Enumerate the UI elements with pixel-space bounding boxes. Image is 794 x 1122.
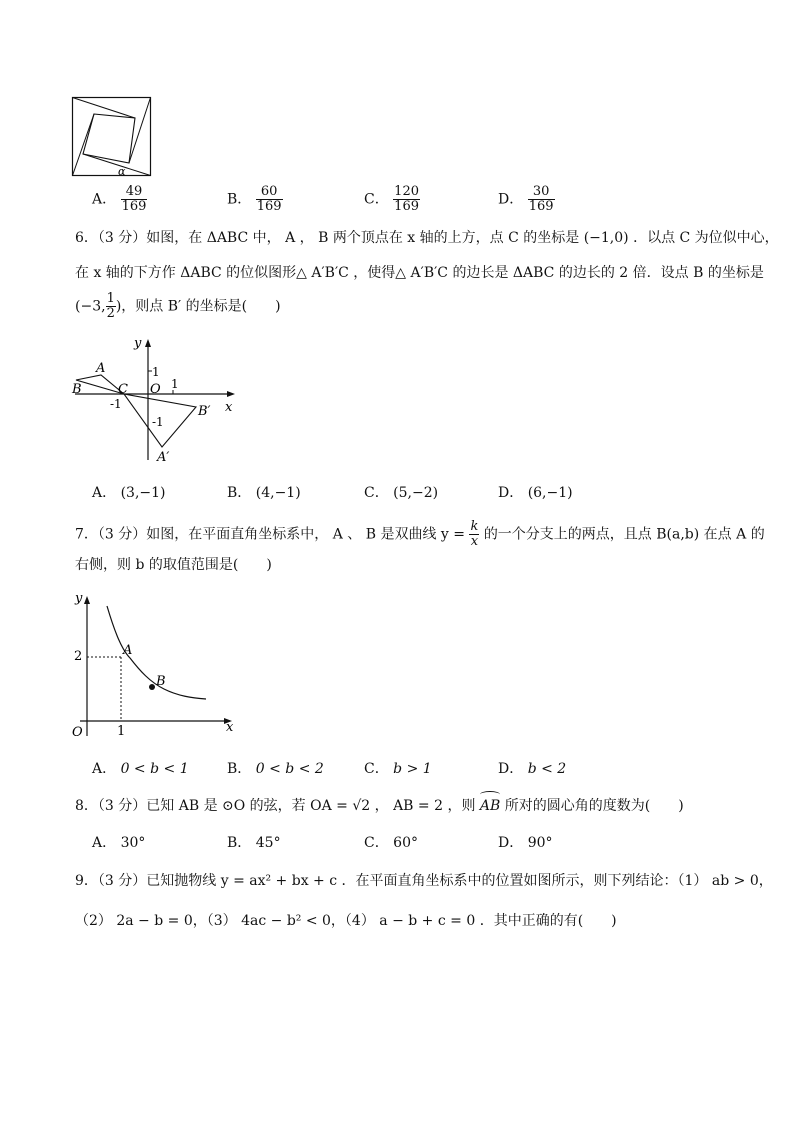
q6-line-2: 在 x 轴的下方作 ΔABC 的位似图形△ A′B′C ，使得△ A′B′C 的边长是 ΔABC 的边长的 2 倍．设点 B 的坐标是 bbox=[75, 265, 764, 281]
q8-option-a[interactable]: A． 30° bbox=[92, 835, 146, 851]
q7-label-two: 2 bbox=[74, 649, 83, 664]
q9-line-1: 9．（3 分）已知抛物线 y = ax² + bx + c ．在平面直角坐标系中的位置如图所示，则下列结论：（1） ab > 0， bbox=[75, 873, 773, 889]
q6-figure bbox=[70, 335, 245, 465]
q6-label-b: B bbox=[72, 382, 82, 397]
q5-outer-square bbox=[73, 98, 151, 176]
q6-label-o: O bbox=[150, 382, 161, 397]
q5-line bbox=[73, 114, 95, 176]
q6-label-x: x bbox=[225, 400, 233, 415]
q5-figure bbox=[72, 97, 152, 177]
q6-label-aprime: A′ bbox=[157, 450, 170, 465]
q5-option-a[interactable]: A． $\frac{49}{169}$ bbox=[92, 184, 147, 214]
q8-option-c[interactable]: C． 60° bbox=[364, 835, 418, 851]
q7-option-c[interactable]: C． b > 1 bbox=[364, 761, 432, 777]
q6-label-y: y bbox=[134, 336, 142, 351]
q6-label-neg1-x: -1 bbox=[110, 397, 122, 411]
q7-label-y: y bbox=[75, 591, 83, 606]
q7-line-1: 7．（3 分）如图，在平面直角坐标系中， A 、 B 是双曲线 y = $\frac{k}{x}$ 的一个分支上的两点，且点 B(a,b) 在点 A 的 bbox=[75, 519, 765, 549]
q6-label-one-x: 1 bbox=[171, 377, 179, 391]
q6-line-1: 6．（3 分）如图，在 ΔABC 中， A ， B 两个顶点在 x 轴的上方，点 C 的坐标是 (−1,0) ．以点 C 为位似中心， bbox=[75, 230, 779, 246]
q6-label-bprime: B′ bbox=[198, 404, 211, 419]
q7-option-a[interactable]: A． 0 < b < 1 bbox=[92, 761, 189, 777]
q7-line-2: 右侧，则 b 的取值范围是( ) bbox=[75, 557, 272, 573]
q6-label-neg1-y: -1 bbox=[152, 415, 164, 429]
q6-option-c[interactable]: C． (5,−2) bbox=[364, 485, 439, 501]
q7-label-a: A bbox=[123, 643, 133, 658]
q5-inner-square bbox=[83, 114, 135, 163]
q7-figure bbox=[70, 588, 240, 738]
q8-option-d[interactable]: D． 90° bbox=[498, 835, 553, 851]
q5-alpha-label: α bbox=[118, 165, 126, 178]
q6-label-c: C bbox=[118, 382, 128, 397]
q5-option-c[interactable]: C． $\frac{120}{169}$ bbox=[364, 184, 419, 214]
q6-option-d[interactable]: D． (6,−1) bbox=[498, 485, 573, 501]
q7-y-arrow bbox=[84, 596, 90, 604]
q6-triangle-abc bbox=[76, 375, 124, 394]
q6-x-arrow bbox=[227, 391, 235, 397]
q5-line bbox=[83, 154, 151, 176]
q8-arc-ab: AB bbox=[480, 797, 500, 815]
q6-label-one-y: 1 bbox=[152, 365, 160, 379]
q7-label-x: x bbox=[226, 720, 234, 735]
q6-y-arrow bbox=[145, 339, 151, 347]
q9-line-2: （2） 2a − b = 0，（3） 4ac − b² < 0，（4） a − b + c = 0 ．其中正确的有( ) bbox=[75, 913, 617, 929]
q8-option-b[interactable]: B． 45° bbox=[227, 835, 281, 851]
q6-option-b[interactable]: B． (4,−1) bbox=[227, 485, 301, 501]
q6-line-3: (−3, $\frac{1}{2}$ )，则点 B′ 的坐标是( ) bbox=[75, 291, 281, 321]
q7-label-b: B bbox=[156, 674, 166, 689]
q7-option-d[interactable]: D． b < 2 bbox=[498, 761, 567, 777]
q5-line bbox=[129, 98, 151, 164]
q7-point-b bbox=[149, 684, 155, 690]
q6-option-a[interactable]: A． (3,−1) bbox=[92, 485, 166, 501]
q8-line: 8．（3 分）已知 AB 是 ⊙O 的弦，若 OA = √2 ， AB = 2 ，则 AB 所对的圆心角的度数为( ) bbox=[75, 797, 684, 815]
q7-option-b[interactable]: B． 0 < b < 2 bbox=[227, 761, 324, 777]
q7-label-o: O bbox=[72, 725, 83, 740]
q6-label-a: A bbox=[96, 361, 106, 376]
q5-option-d[interactable]: D． $\frac{30}{169}$ bbox=[498, 184, 554, 214]
q5-option-b[interactable]: B． $\frac{60}{169}$ bbox=[227, 184, 282, 214]
q7-label-one: 1 bbox=[117, 724, 126, 739]
